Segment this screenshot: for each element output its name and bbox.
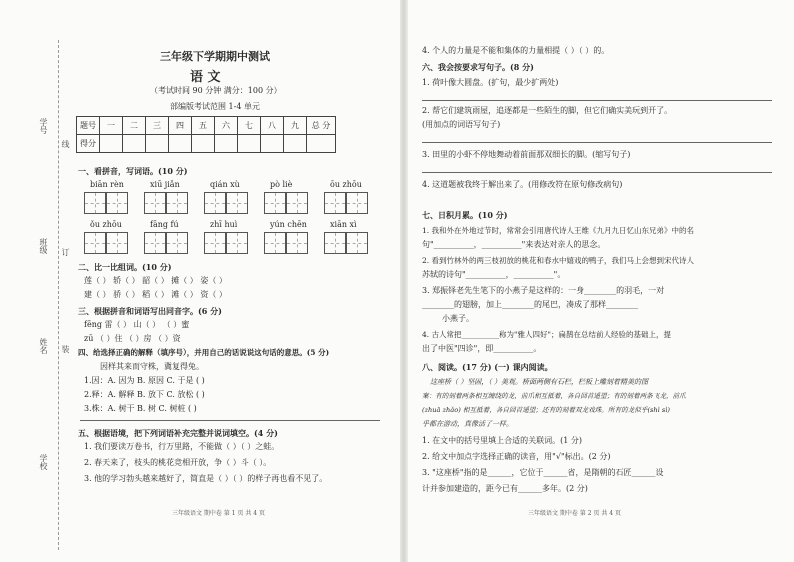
pinyin-label: zhī huì bbox=[210, 220, 238, 229]
label-zhuang: 装 bbox=[61, 345, 70, 353]
score-cell: 题号 bbox=[77, 117, 100, 135]
q5-line-3[interactable]: 3. 他的学习勃头越来越好了，简直是（ ）（ ）的样子再也看不见了。 bbox=[84, 474, 328, 483]
writing-box[interactable] bbox=[226, 232, 248, 254]
score-cell: 总 分 bbox=[307, 117, 336, 135]
score-cell[interactable] bbox=[261, 135, 284, 153]
q6-answer-2[interactable] bbox=[422, 142, 772, 143]
score-cell[interactable] bbox=[215, 135, 238, 153]
score-cell[interactable] bbox=[307, 135, 336, 153]
passage-line-3: (zhuā zhǎo) 相互抵着，各自回首遥望；还有的刻着双龙戏珠。所有的龙似乎(shì sì) bbox=[422, 406, 670, 414]
pinyin-label: xiān xì bbox=[330, 220, 357, 229]
writing-box[interactable] bbox=[144, 192, 166, 214]
score-cell: 二 bbox=[123, 117, 146, 135]
q5-line-1[interactable]: 1. 我们要读万卷书，行万里路，不能做（ ）（ ）之蛙。 bbox=[84, 442, 280, 451]
q2-heading: 二、比一比组词。(10 分) bbox=[78, 262, 172, 272]
q4-line-1[interactable]: 1.因：A. 因为 B. 原因 C. 于是 ( ) bbox=[84, 376, 205, 385]
label-xuehao: 学号 bbox=[39, 118, 48, 134]
q8-question-3a[interactable]: 3. "这座桥"指的是______，它位于______省，是隋朝的石匠______设 bbox=[422, 468, 664, 477]
q8-heading: 八、阅读。(17 分) (一) 课内阅读。 bbox=[422, 362, 553, 372]
score-cell[interactable] bbox=[284, 135, 307, 153]
q4-answer-line[interactable] bbox=[80, 420, 380, 421]
writing-box[interactable] bbox=[84, 192, 106, 214]
writing-box[interactable] bbox=[226, 192, 248, 214]
writing-box[interactable] bbox=[324, 232, 346, 254]
subject-title: 语 文 bbox=[190, 70, 221, 85]
q6-answer-1[interactable] bbox=[422, 100, 772, 101]
q7-item-3b[interactable]: ________的翅膀，加上________的尾巴，凑成了那样________ bbox=[422, 300, 638, 309]
writing-box[interactable] bbox=[286, 192, 308, 214]
score-cell: 七 bbox=[238, 117, 261, 135]
writing-box[interactable] bbox=[144, 232, 166, 254]
score-cell[interactable] bbox=[169, 135, 192, 153]
writing-box[interactable] bbox=[264, 232, 286, 254]
q7-item-1b[interactable]: 句"__________，__________"来表达对亲人的思念。 bbox=[422, 240, 606, 249]
passage-line-1[interactable]: 这座桥（ ）坚固，（ ）美观。桥面两侧有石栏，栏板上雕刻着精美的图 bbox=[430, 378, 648, 386]
score-row-header bbox=[77, 117, 336, 135]
q1-heading: 一、看拼音，写词语。(10 分) bbox=[78, 166, 188, 176]
score-cell: 一 bbox=[100, 117, 123, 135]
writing-box[interactable] bbox=[84, 232, 106, 254]
q6-item-4[interactable]: 4. 这道题被我终于解出来了。(用修改符在原句修改病句) bbox=[422, 180, 623, 189]
q5-item-4[interactable]: 4. 个人的力量是不能和集体的力量相提（ ）（ ）的。 bbox=[422, 46, 610, 55]
score-cell: 三 bbox=[146, 117, 169, 135]
score-cell[interactable] bbox=[192, 135, 215, 153]
writing-box[interactable] bbox=[346, 232, 368, 254]
q6-heading: 六、我会按要求写句子。(8 分) bbox=[422, 62, 534, 72]
passage-line-2: 案：有的刻着两条相互缠绕的龙，前爪相互抵着，各自回首遥望；有的刻着两条飞龙，前爪 bbox=[422, 392, 686, 400]
q7-item-2b[interactable]: 苏轼的诗句"__________，__________"。 bbox=[422, 270, 566, 279]
q7-item-4a[interactable]: 4. 古人常把__________称为"雅人四好"；扁鹊在总结前人经验的基础上，提 bbox=[422, 330, 671, 339]
score-cell: 得分 bbox=[77, 135, 100, 153]
q7-item-4b[interactable]: 出了中医"四诊"，即__________。 bbox=[422, 344, 542, 353]
writing-box[interactable] bbox=[204, 232, 226, 254]
score-cell: 五 bbox=[192, 117, 215, 135]
footer-right: 三年级语文 期中卷 第 2 页 共 4 页 bbox=[528, 510, 621, 517]
label-ding: 订 bbox=[61, 248, 70, 256]
score-cell[interactable] bbox=[100, 135, 123, 153]
label-xingming: 姓名 bbox=[39, 338, 48, 354]
score-table bbox=[76, 116, 336, 153]
label-xuexiao: 学校 bbox=[39, 454, 48, 470]
q4-sentence: 因样其来而守株，冀复得兔。 bbox=[100, 362, 204, 371]
binding-line bbox=[58, 40, 59, 550]
label-banji: 班级 bbox=[39, 238, 48, 254]
score-cell: 九 bbox=[284, 117, 307, 135]
page-right bbox=[408, 0, 794, 562]
writing-box[interactable] bbox=[264, 192, 286, 214]
passage-line-4: 乎都在游动，真像活了一样。 bbox=[422, 420, 513, 428]
label-xian: 线 bbox=[61, 140, 70, 148]
exam-info: （考试时间 90 分钟 满分：100 分） bbox=[150, 86, 282, 95]
writing-box[interactable] bbox=[324, 192, 346, 214]
q7-item-2a: 2. 看到竹林外的两三枝初放的桃花和春水中嬉戏的鸭子，我们马上会想到宋代诗人 bbox=[422, 256, 695, 265]
q4-line-3[interactable]: 3.株：A. 树干 B. 树 C. 树桩 ( ) bbox=[84, 404, 197, 413]
q7-item-1a: 1. 我和外在外地过节时，常常会引用唐代诗人王维《九月九日忆山东兄弟》中的名 bbox=[422, 226, 695, 235]
q8-question-3b[interactable]: 计并参加建造的，距今已有______多年。(2 分) bbox=[422, 484, 588, 493]
pinyin-label: ǒu zhōu bbox=[90, 220, 122, 229]
q7-item-3a[interactable]: 3. 郑振铎老先生笔下的小燕子是这样的：一身________的羽毛，一对 bbox=[422, 286, 665, 295]
q7-item-3c: 小燕子。 bbox=[442, 314, 474, 323]
writing-box[interactable] bbox=[166, 192, 188, 214]
q8-question-1: 1. 在文中的括号里填上合适的关联词。(1 分) bbox=[422, 436, 583, 445]
score-cell[interactable] bbox=[123, 135, 146, 153]
q6-item-1: 1. 荷叶像大圆盘。(扩句，最少扩两处) bbox=[422, 78, 559, 87]
footer-left: 三年级语文 期中卷 第 1 页 共 4 页 bbox=[172, 510, 265, 517]
center-fold bbox=[400, 0, 408, 562]
q6-item-2-note: (用加点的词语写句子) bbox=[422, 120, 501, 129]
pinyin-label: pò liè bbox=[270, 180, 293, 189]
writing-box[interactable] bbox=[106, 232, 128, 254]
writing-box[interactable] bbox=[204, 192, 226, 214]
q6-item-3: 3. 田里的小虾不停地舞动着前面那双细长的脚。(缩写句子) bbox=[422, 150, 631, 159]
score-cell: 四 bbox=[169, 117, 192, 135]
q2-line-2[interactable]: 建（ ） 骄（ ） 稻（ ） 滩（ ） 资（ ） bbox=[84, 290, 227, 299]
exam-scope: 部编版考试范围 1-4 单元 bbox=[170, 102, 260, 111]
q3-line-2[interactable]: zū （ ）住 （ ）房 （ ）资 bbox=[84, 334, 181, 343]
q5-line-2[interactable]: 2. 春天来了，枝头的桃花竞相开放，争（ ）斗（ ）。 bbox=[84, 458, 272, 467]
q5-heading: 五、根据语境，把下列词语补充完整并说词填空。(4 分) bbox=[78, 428, 278, 438]
q8-question-2: 2. 给文中加点字选择正确的读音，用"√"标出。(2 分) bbox=[422, 452, 611, 461]
pinyin-label: qián xù bbox=[210, 180, 240, 189]
pinyin-label: fāng fú bbox=[150, 220, 179, 229]
score-cell: 八 bbox=[261, 117, 284, 135]
score-row-blank[interactable] bbox=[77, 135, 336, 153]
q6-item-2: 2. 帮它们建筑雨屋，追逐都是一些陌生的脚，但它们确实美玩到开了。 bbox=[422, 106, 673, 115]
writing-box[interactable] bbox=[166, 232, 188, 254]
q3-heading: 三、根据拼音和词语写出同音字。(6 分) bbox=[78, 306, 222, 316]
q4-heading: 四、给选择正确的解释（填序号），并用自己的话说说这句话的意思。(5 分) bbox=[78, 348, 330, 357]
pinyin-label: yún chēn bbox=[270, 220, 307, 229]
writing-box[interactable] bbox=[286, 232, 308, 254]
q4-line-2[interactable]: 2.释：A. 解释 B. 放下 C. 放松 ( ) bbox=[84, 390, 205, 399]
writing-box[interactable] bbox=[346, 192, 368, 214]
score-cell[interactable] bbox=[238, 135, 261, 153]
exam-title: 三年级下学期期中测试 bbox=[160, 50, 270, 63]
q3-line-1[interactable]: fēng 雷（ ） 山（ ） （ ）蜜 bbox=[84, 320, 190, 329]
pinyin-label: xiū jiǎn bbox=[150, 180, 180, 189]
q6-answer-3[interactable] bbox=[422, 172, 772, 173]
score-cell[interactable] bbox=[146, 135, 169, 153]
q2-line-1[interactable]: 莲（ ） 轿（ ） 韶（ ） 摊（ ） 姿（ ） bbox=[84, 276, 227, 285]
pinyin-label: ōu zhōu bbox=[330, 180, 362, 189]
score-cell: 六 bbox=[215, 117, 238, 135]
pinyin-label: biān rèn bbox=[90, 180, 124, 189]
writing-box[interactable] bbox=[106, 192, 128, 214]
q7-heading: 七、日积月累。(10 分) bbox=[422, 210, 508, 220]
